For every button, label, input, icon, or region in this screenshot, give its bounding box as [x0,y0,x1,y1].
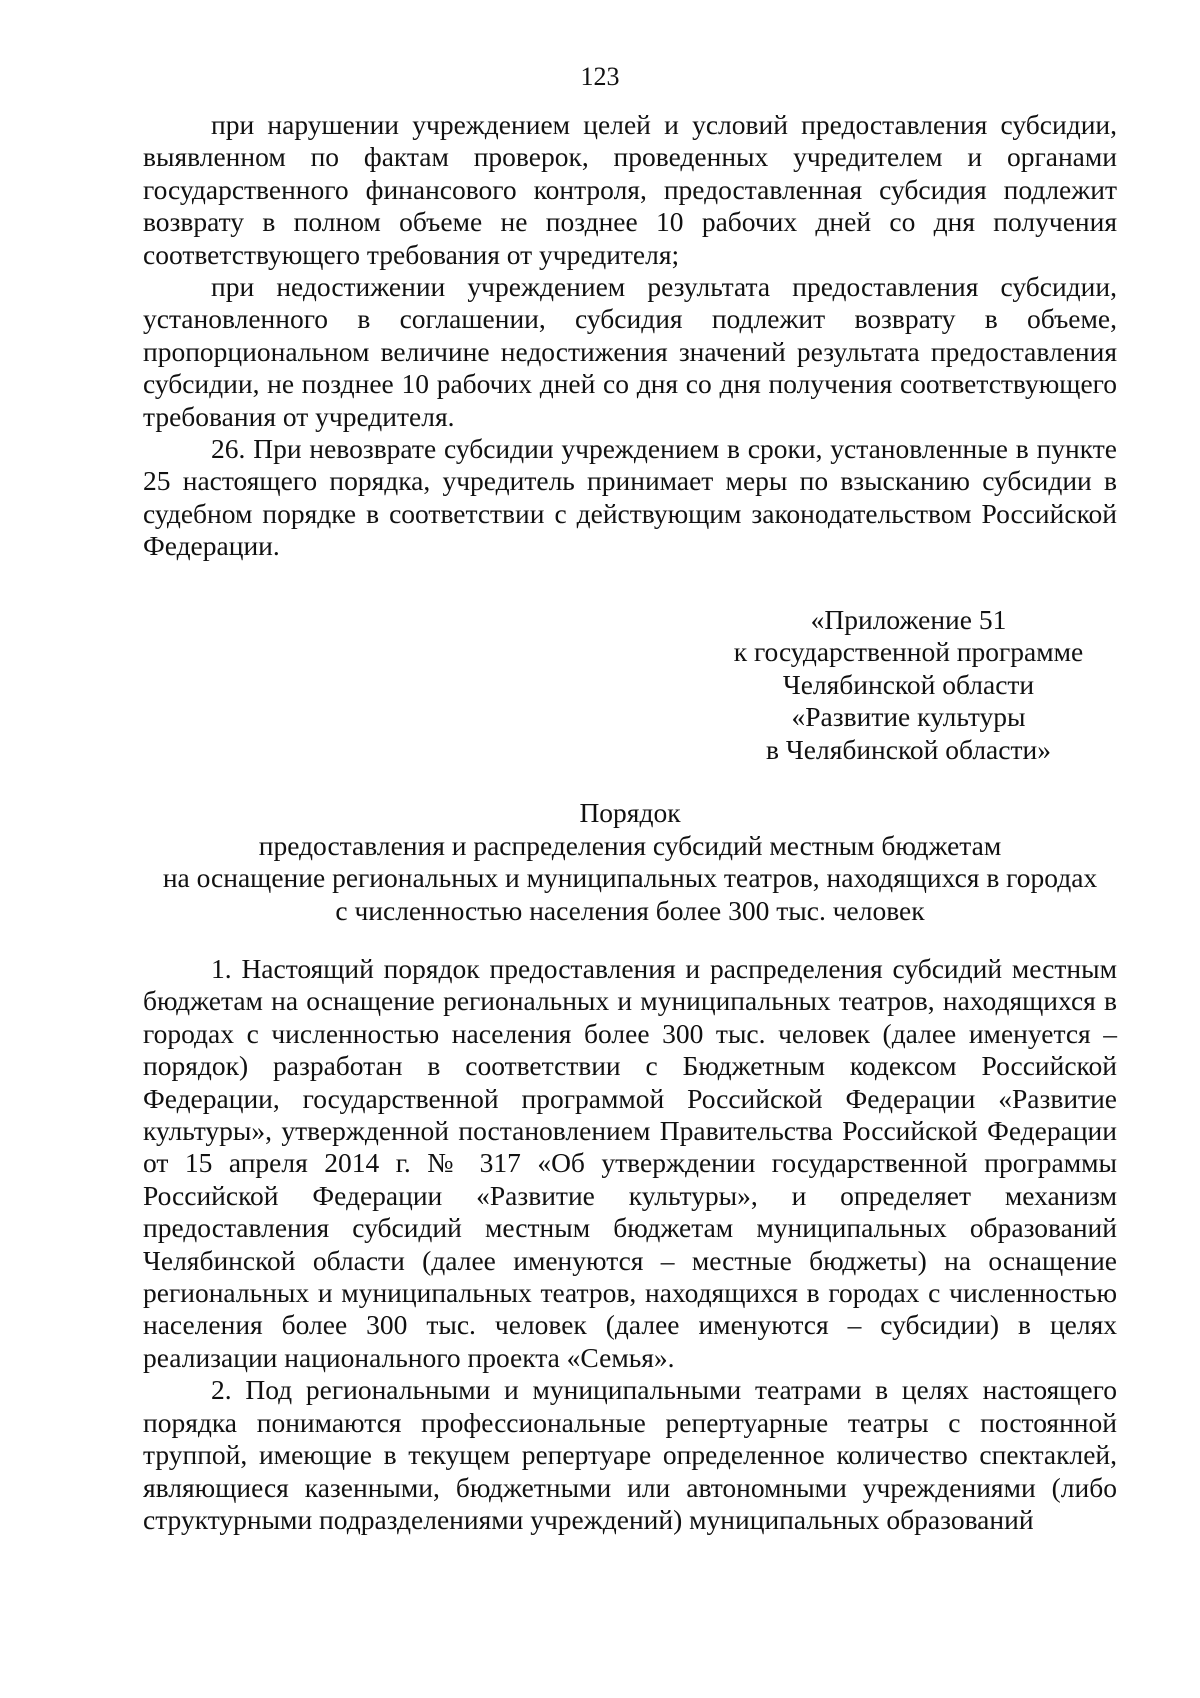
paragraph-refund-result: при недостижении учреждением результата предоставления субсидии, установленного в соглашении, субсидия подлежит возврату в объеме, пропорциональном величине недостижения значений результата предоставления субсидии, не позднее 10 рабочих дней со дня со дня получения соответствующего требования от учредителя. [143,271,1117,432]
appendix-line: Челябинской области [782,668,1035,700]
title-heading: Порядок [579,797,681,828]
top-text-block [143,109,1117,563]
page-number: 123 [580,62,620,91]
appendix-line: «Приложение 51 [810,604,1007,635]
paragraph-26: 26. При невозврате субсидии учреждением в сроки, установленные в пункте 25 настоящего порядка, учредитель принимает меры по взысканию субсидии в судебном порядке в соответствии с действующим законодательством Российской Федерации. [143,433,1117,562]
bottom-text-block [143,953,1117,1536]
paragraph-1: 1. Настоящий порядок предоставления и распределения субсидий местным бюджетам на оснащение региональных и муниципальных театров, находящихся в городах с численностью населения более 300 тыс. человек (далее именуется – порядок) разработан в соответствии с Бюджетным кодексом Российской Федерации, государственной программой Российской Федерации «Развитие культуры», утвержденной постановлением Правительства Российской Федерации от 15 апреля 2014 г. № 317 «Об утверждении государственной программы Российской Федерации «Развитие культуры», и определяет механизм предоставления субсидий местным бюджетам муниципальных образований Челябинской области (далее именуются – местные бюджеты) на оснащение региональных и муниципальных театров, находящихся в городах с численностью населения более 300 тыс. человек (далее именуются – субсидии) в целях реализации национального проекта «Семья». [143,953,1117,1373]
appendix-heading [700,604,1117,766]
appendix-line: в Челябинской области» [766,733,1051,765]
title-line: на оснащение региональных и муниципальных театров, находящихся в городах [162,862,1098,894]
title-line: с численностью населения более 300 тыс. человек [335,894,925,926]
appendix-line: к государственной программе [733,636,1084,668]
document-title [143,797,1117,927]
appendix-line: «Развитие культуры [791,701,1026,733]
paragraph-2: 2. Под региональными и муниципальными театрами в целях настоящего порядка понимаются профессиональные репертуарные театры с постоянной труппой, имеющие в текущем репертуаре определенное количество спектаклей, являющиеся казенными, бюджетными или автономными учреждениями (либо структурными подразделениями учреждений) муниципальных образований [143,1374,1117,1535]
paragraph-refund-violation: при нарушении учреждением целей и условий предоставления субсидии, выявленном по фактам проверок, проведенных учредителем и органами государственного финансового контроля, предоставленная субсидия подлежит возврату в полном объеме не позднее 10 рабочих дней со дня получения соответствующего требования от учредителя; [143,109,1117,270]
title-line: предоставления и распределения субсидий местным бюджетам [258,829,1002,861]
